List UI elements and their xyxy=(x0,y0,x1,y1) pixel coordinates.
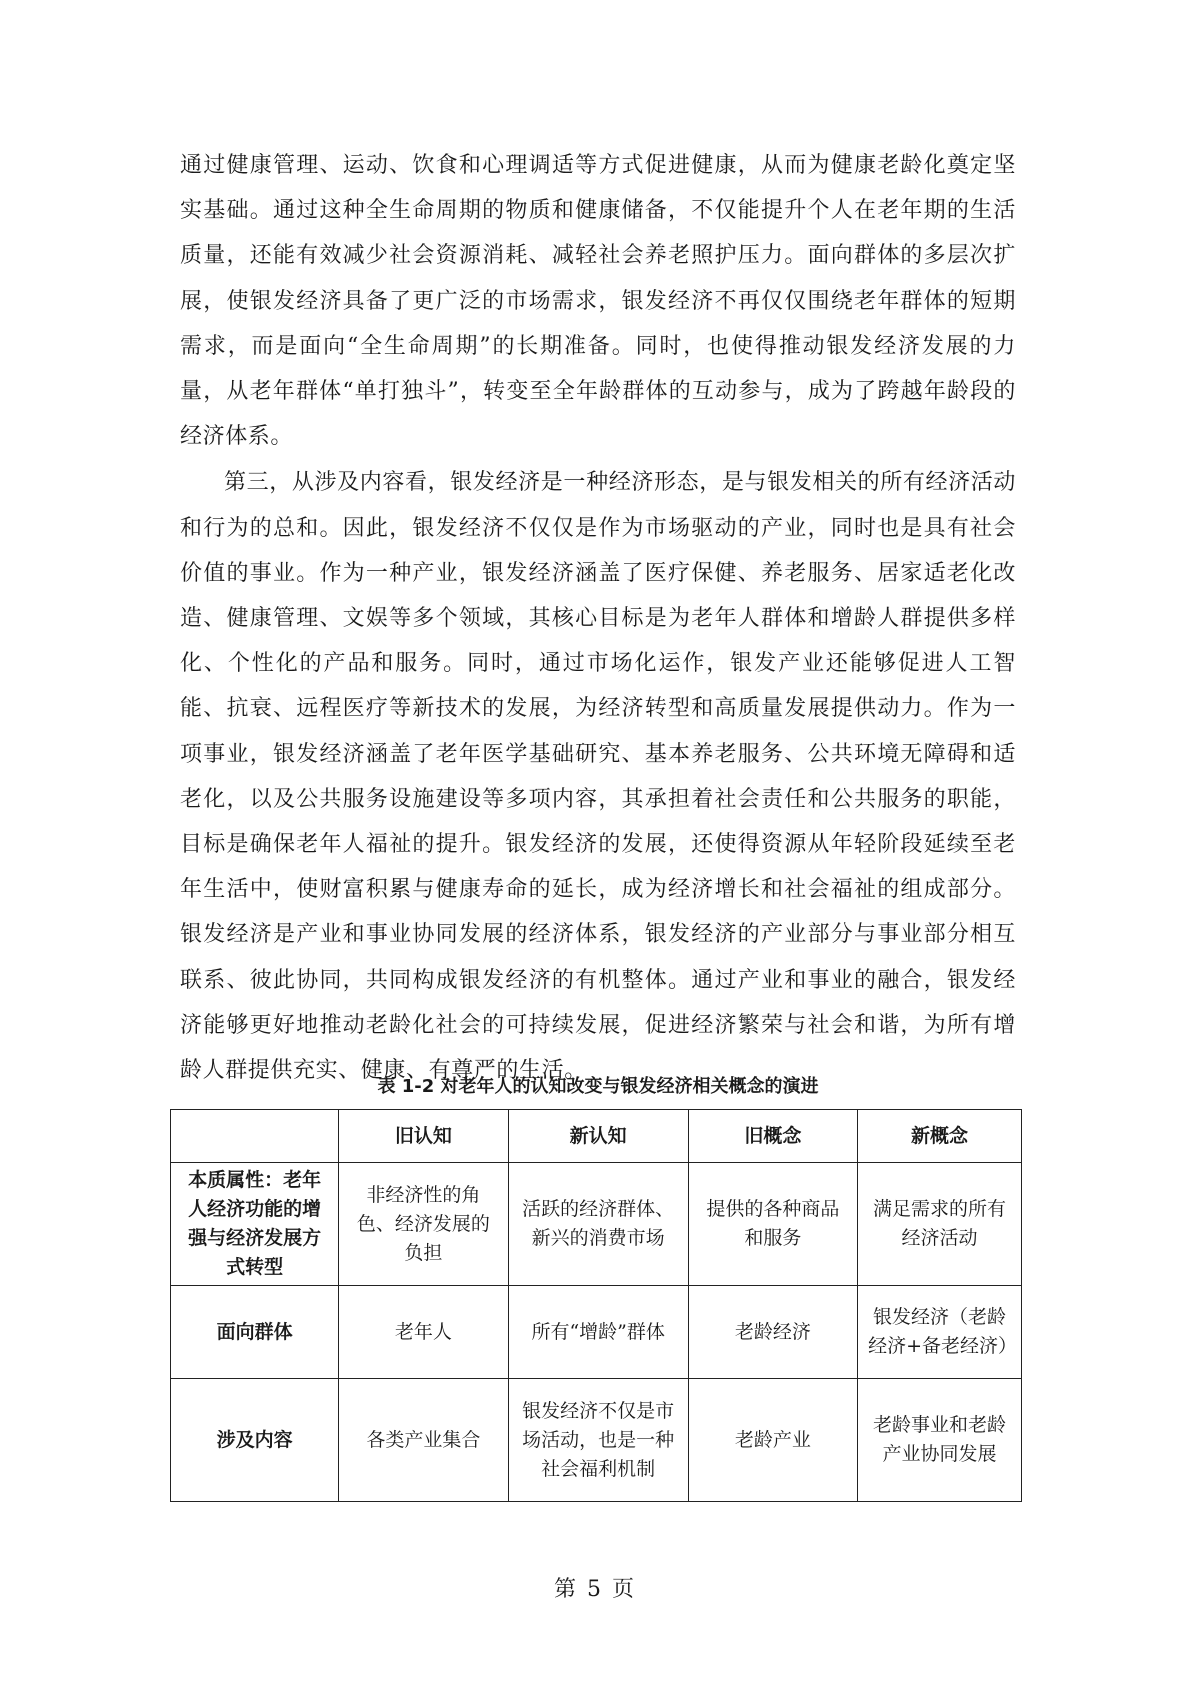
table-header-new-concept: 新概念 xyxy=(858,1110,1022,1163)
table-row xyxy=(171,1379,1022,1502)
table-cell: 银发经济不仅是市场活动，也是一种社会福利机制 xyxy=(508,1379,688,1502)
table-cell: 老龄产业 xyxy=(688,1379,857,1502)
table-cell: 老年人 xyxy=(339,1286,508,1379)
table-cell: 满足需求的所有经济活动 xyxy=(858,1163,1022,1286)
table-header-old-cognition: 旧认知 xyxy=(339,1110,508,1163)
table-row-label: 涉及内容 xyxy=(171,1379,339,1502)
table-cell: 活跃的经济群体、新兴的消费市场 xyxy=(508,1163,688,1286)
concept-evolution-table xyxy=(170,1109,1022,1502)
body-text xyxy=(180,143,1016,1093)
table-row xyxy=(171,1286,1022,1379)
table-cell: 各类产业集合 xyxy=(339,1379,508,1502)
paragraph-continued: 通过健康管理、运动、饮食和心理调适等方式促进健康，从而为健康老龄化奠定坚实基础。通过这种全生命周期的物质和健康储备，不仅能提升个人在老年期的生活质量，还能有效减少社会资源消耗、减轻社会养老照护压力。面向群体的多层次扩展，使银发经济具备了更广泛的市场需求，银发经济不再仅仅围绕老年群体的短期需求，而是面向“全生命周期”的长期准备。同时，也使得推动银发经济发展的力量，从老年群体“单打独斗”，转变至全年龄群体的互动参与，成为了跨越年龄段的经济体系。 xyxy=(180,153,1016,450)
table-header-corner xyxy=(171,1110,339,1163)
table-header-row xyxy=(171,1110,1022,1163)
table-header-old-concept: 旧概念 xyxy=(688,1110,857,1163)
table-caption: 表 1-2 对老年人的认知改变与银发经济相关概念的演进 xyxy=(377,1076,819,1097)
page-number: 第 5 页 xyxy=(554,1577,636,1602)
table-header-new-cognition: 新认知 xyxy=(508,1110,688,1163)
table-row xyxy=(171,1163,1022,1286)
table-cell: 提供的各种商品和服务 xyxy=(688,1163,857,1286)
table-cell: 非经济性的角色、经济发展的负担 xyxy=(339,1163,508,1286)
paragraph-third-point: 第三，从涉及内容看，银发经济是一种经济形态，是与银发相关的所有经济活动和行为的总和。因此，银发经济不仅仅是作为市场驱动的产业，同时也是具有社会价值的事业。作为一种产业，银发经济涵盖了医疗保健、养老服务、居家适老化改造、健康管理、文娱等多个领域，其核心目标是为老年人群体和增龄人群提供多样化、个性化的产品和服务。同时，通过市场化运作，银发产业还能够促进人工智能、抗衰、远程医疗等新技术的发展，为经济转型和高质量发展提供动力。作为一项事业，银发经济涵盖了老年医学基础研究、基本养老服务、公共环境无障碍和适老化，以及公共服务设施建设等多项内容，其承担着社会责任和公共服务的职能，目标是确保老年人福祉的提升。银发经济的发展，还使得资源从年轻阶段延续至老年生活中，使财富积累与健康寿命的延长，成为经济增长和社会福祉的组成部分。银发经济是产业和事业协同发展的经济体系，银发经济的产业部分与事业部分相互联系、彼此协同，共同构成银发经济的有机整体。通过产业和事业的融合，银发经济能够更好地推动老龄化社会的可持续发展，促进经济繁荣与社会和谐，为所有增龄人群提供充实、健康、有尊严的生活。 xyxy=(180,470,1016,1084)
table-cell: 老龄经济 xyxy=(688,1286,857,1379)
table-cell: 所有“增龄”群体 xyxy=(508,1286,688,1379)
table-row-label: 本质属性：老年人经济功能的增强与经济发展方式转型 xyxy=(171,1163,339,1286)
table-cell: 银发经济（老龄经济+备老经济） xyxy=(858,1286,1022,1379)
table-row-label: 面向群体 xyxy=(171,1286,339,1379)
table-cell: 老龄事业和老龄产业协同发展 xyxy=(858,1379,1022,1502)
